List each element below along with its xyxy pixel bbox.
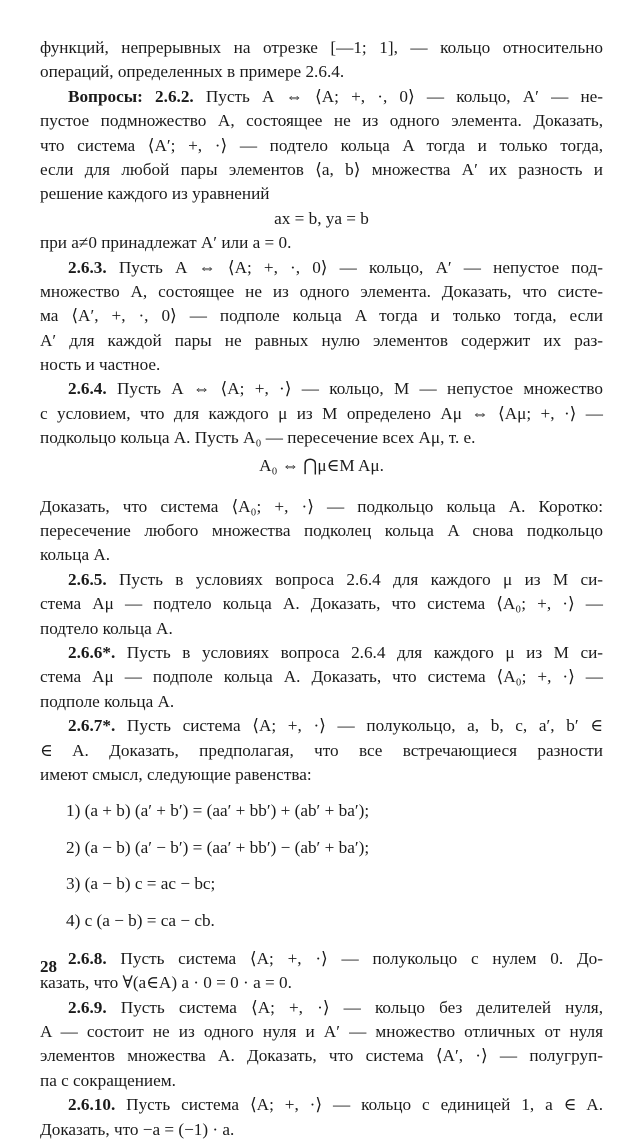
text-line: A — состоит не из одного нуля и A′ — множество отличных от нуля [40, 1022, 603, 1042]
question-number: 2.6.8. [68, 948, 107, 968]
question-number: Вопросы: 2.6.2. [68, 86, 194, 106]
text-line: 3) (a − b) c = ac − bc; [66, 874, 216, 894]
text-line [40, 947, 603, 971]
vertical-gap [40, 933, 603, 947]
line-text: Пусть A ⇔ ⟨A; +, ·, 0⟩ — кольцо, A′ — непустое под- [106, 257, 603, 277]
question-number: 2.6.7*. [68, 716, 116, 736]
text-line: что система ⟨A′; +, ·⟩ — подтело кольца A тогда и только тогда, [40, 135, 603, 155]
text-line: ax = b, ya = b [274, 208, 369, 228]
text-line: A′ для каждой пары не равных нулю элементов содержит их раз- [40, 330, 603, 350]
text-line: стема Aμ — подтело кольца A. Доказать, что система ⟨A₀; +, ·⟩ — [40, 594, 603, 614]
text-line [40, 568, 603, 592]
text-line: операций, определенных в примере 2.6.4. [40, 62, 345, 82]
vertical-gap [40, 787, 603, 799]
text-line [40, 641, 603, 665]
text-line: ∈ A. Доказать, предполагая, что все встречающиеся разности [40, 740, 603, 760]
text-line: 2) (a − b) (a′ − b′) = (aa′ + bb′) − (ab′ + ba′); [66, 837, 370, 857]
line-text: Пусть в условиях вопроса 2.6.4 для каждого μ из M си- [115, 642, 603, 662]
text-line [40, 714, 603, 738]
line-text: Пусть A ⇔ ⟨A; +, ·, 0⟩ — кольцо, A′ — не- [193, 86, 603, 106]
text-line [40, 1093, 603, 1117]
question-number: 2.6.9. [68, 997, 107, 1017]
text-line: па с сокращением. [40, 1070, 176, 1090]
text-line: имеют смысл, следующие равенства: [40, 764, 312, 784]
vertical-gap [40, 897, 603, 909]
question-number: 2.6.6*. [68, 642, 116, 662]
line-text: Пусть система ⟨A; +, ·⟩ — кольцо с единицей 1, a ∈ A. [115, 1095, 603, 1115]
question-number: 2.6.5. [68, 569, 107, 589]
line-text: Пусть в условиях вопроса 2.6.4 для каждого μ из M си- [106, 569, 603, 589]
vertical-gap [40, 824, 603, 836]
text-line [40, 377, 603, 401]
line-text: Пусть A ⇔ ⟨A; +, ·⟩ — кольцо, M — непустое множество [106, 379, 603, 399]
text-line: функций, непрерывных на отрезке [—1; 1], — кольцо относительно [40, 38, 603, 57]
text-line [40, 256, 603, 280]
text-line: с условием, что для каждого μ из M определено Aμ ⇔ ⟨Aμ; +, ·⟩ — [40, 403, 603, 423]
question-number: 2.6.3. [68, 257, 107, 277]
text-line: подтело кольца A. [40, 618, 173, 638]
question-number: 2.6.10. [68, 1095, 116, 1115]
vertical-gap [40, 860, 603, 872]
text-line: 4) c (a − b) = ca − cb. [66, 910, 215, 930]
text-line: при a≠0 принадлежат A′ или a = 0. [40, 233, 292, 253]
text-line: если для любой пары элементов ⟨a, b⟩ множества A′ их разность и [40, 159, 603, 179]
text-line: кольца A. [40, 545, 111, 565]
text-line: элементов множества A. Доказать, что система ⟨A′, ·⟩ — полугруп- [40, 1046, 603, 1066]
text-line: 1) (a + b) (a′ + b′) = (aa′ + bb′) + (ab′ + ba′); [66, 801, 370, 821]
page-number: 28 [40, 957, 57, 976]
line-text: Пусть система ⟨A; +, ·⟩ — кольцо без делителей нуля, [106, 997, 603, 1017]
text-line: подкольцо кольца A. Пусть A₀ — пересечение всех Aμ, т. е. [40, 428, 476, 448]
text-line: Доказать, что система ⟨A₀; +, ·⟩ — подкольцо кольца A. Коротко: [40, 496, 603, 516]
question-number: 2.6.4. [68, 379, 107, 399]
text-line: ма ⟨A′, +, ·, 0⟩ — подполе кольца A тогда и только тогда, если [40, 306, 603, 326]
text-line: подполе кольца A. [40, 691, 175, 711]
text-line: решение каждого из уравнений [40, 184, 270, 204]
text-line [40, 996, 603, 1020]
text-line: пересечение любого множества подколец кольца A снова подкольцо [40, 521, 603, 541]
text-line [40, 85, 603, 109]
text-line: Доказать, что −a = (−1) · a. [40, 1119, 235, 1139]
text-line: множество A, состоящее не из одного элемента. Доказать, что систе- [40, 281, 603, 301]
text-line: казать, что ∀(a∈A) a · 0 = 0 · a = 0. [40, 973, 292, 993]
line-text: Пусть система ⟨A; +, ·⟩ — полукольцо с нулем 0. До- [106, 948, 603, 968]
page-text-block [40, 36, 603, 1142]
text-line: пустое подмножество A, состоящее не из одного элемента. Доказать, [40, 111, 603, 131]
text-line: ность и частное. [40, 355, 161, 375]
text-line: стема Aμ — подполе кольца A. Доказать, что система ⟨A₀; +, ·⟩ — [40, 667, 603, 687]
text-line: A₀ ⇔ ⋂μ∈M Aμ. [259, 455, 384, 475]
line-text: Пусть система ⟨A; +, ·⟩ — полукольцо, a, b, c, a′, b′ ∈ [115, 716, 603, 736]
